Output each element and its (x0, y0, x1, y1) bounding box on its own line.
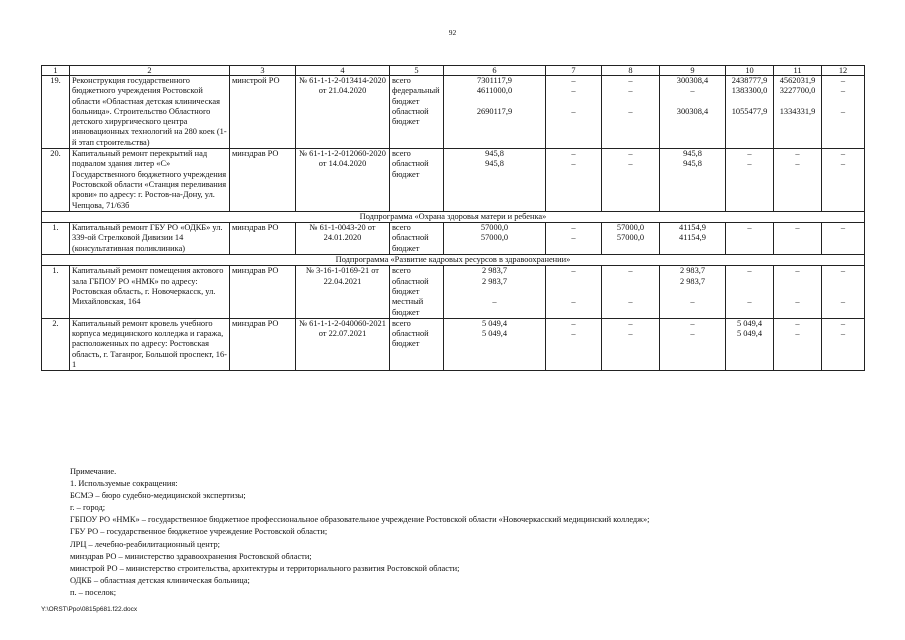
value-column-c9 (660, 318, 726, 370)
value-column-c8 (602, 149, 660, 212)
value-column-c6 (444, 318, 546, 370)
funding-source: областной бюджет (392, 329, 429, 349)
column-number: 4 (296, 66, 390, 76)
note-line: БСМЭ – бюро судебно-медицинской экспертизы; (70, 491, 246, 501)
subprogram-title: Подпрограмма «Охрана здоровья матери и ребенка» (42, 211, 865, 222)
note-line: минстрой РО – министерство строительства, архитектуры и территориального развития Ростовской области; (70, 563, 460, 573)
subprogram-row (42, 211, 865, 222)
responsible-org: минздрав РО (230, 223, 296, 255)
value-cell: – (628, 76, 633, 85)
value-cell: – (747, 266, 752, 276)
value-column-c10 (726, 149, 774, 212)
note-line: ЛРЦ – лечебно-реабилитационный центр; (70, 539, 220, 549)
funding-sources (390, 266, 444, 318)
value-cell: – (690, 329, 695, 339)
note-line: ГБПОУ РО «НМК» – государственное бюджетное профессиональное образовательное учреждение Ростовской области «Новочеркасский медицинский колледж»; (70, 515, 650, 525)
column-number: 12 (822, 66, 865, 76)
approval-document: № 61-1-1-2-012060-2020 от 14.04.2020 (296, 149, 390, 212)
value-cell: 945,8 (485, 159, 504, 169)
value-column-c8 (602, 223, 660, 255)
value-cell: – (571, 297, 576, 307)
value-cell (728, 277, 771, 298)
value-column-c7 (546, 149, 602, 212)
object-name: Капитальный ремонт помещения актового зала ГБПОУ РО «НМК» по адресу: Ростовская область, г. Новочеркасск, ул. Михайловская, 164 (70, 266, 230, 318)
value-cell: – (795, 318, 800, 328)
value-column-c12 (822, 149, 865, 212)
value-cell: – (571, 266, 576, 276)
approval-document: № 61-1-0043-20 от 24.01.2020 (296, 223, 390, 255)
value-cell: – (795, 266, 800, 276)
value-cell: – (628, 318, 633, 328)
value-cell: 1334331,9 (779, 106, 816, 116)
value-column-c10 (726, 266, 774, 318)
value-cell: 2 983,7 (481, 276, 508, 286)
value-cell: – (840, 297, 846, 307)
funding-sources (390, 223, 444, 255)
value-cell: 300308,4 (676, 76, 709, 85)
value-cell: 5 049,4 (736, 329, 763, 339)
value-cell: – (840, 266, 846, 276)
funding-source: областной бюджет (392, 159, 429, 179)
row-number: 19. (42, 76, 70, 149)
value-column-c11 (774, 149, 822, 212)
value-cell (548, 277, 599, 298)
responsible-org: минздрав РО (230, 318, 296, 370)
funding-source: всего (392, 223, 411, 233)
value-cell: – (690, 297, 695, 307)
value-cell: 2438777,9 (731, 76, 768, 85)
approval-document: № 3-16-1-0169-21 от 22.04.2021 (296, 266, 390, 318)
responsible-org: минздрав РО (230, 149, 296, 212)
funding-source: местный бюджет (392, 297, 424, 317)
value-cell: – (747, 223, 752, 233)
column-number: 11 (774, 66, 822, 76)
value-cell: – (747, 149, 752, 159)
funding-source: федеральный бюджет (392, 86, 440, 106)
value-cell: 7301117,9 (477, 76, 512, 85)
row-number: 20. (42, 149, 70, 212)
approval-document: № 61-1-1-2-040060-2021 от 22.07.2021 (296, 318, 390, 370)
value-cell: 2 983,7 (679, 266, 706, 276)
value-cell: – (840, 223, 846, 233)
value-column-c11 (774, 266, 822, 318)
column-number: 7 (546, 66, 602, 76)
value-cell: 57000,0 (616, 223, 645, 233)
value-column-c6 (444, 76, 546, 149)
value-cell: – (571, 233, 576, 243)
object-name: Реконструкция государственного бюджетного учреждения Ростовской области «Областная детская клиническая больница». Строительство Областного детского хирургического центра инновационных технологий на 280 коек (1-й этап строительства) (70, 76, 230, 149)
value-cell: – (795, 329, 800, 339)
value-column-c10 (726, 76, 774, 149)
value-cell: – (795, 159, 800, 169)
value-column-c6 (444, 266, 546, 318)
value-cell: 2690117,9 (476, 106, 513, 116)
responsible-org: минздрав РО (230, 266, 296, 318)
value-cell: – (795, 297, 800, 307)
column-number: 8 (602, 66, 660, 76)
value-column-c7 (546, 318, 602, 370)
table-row (42, 318, 865, 370)
value-cell: – (840, 318, 846, 328)
value-column-c10 (726, 318, 774, 370)
value-cell: – (840, 149, 846, 159)
value-cell: – (840, 86, 846, 96)
funding-source: всего (392, 149, 411, 159)
column-number: 3 (230, 66, 296, 76)
value-cell: – (628, 159, 633, 169)
object-name: Капитальный ремонт ГБУ РО «ОДКБ» ул. 339-ой Стрелковой Дивизии 14 (консультативная поликлиника) (70, 223, 230, 255)
value-column-c12 (822, 76, 865, 149)
value-cell: 3227700,0 (779, 86, 816, 96)
note-line: минздрав РО – министерство здравоохранения Ростовской области; (70, 551, 312, 561)
value-cell: – (571, 318, 576, 328)
funding-source: всего (392, 76, 411, 85)
value-column-c6 (444, 223, 546, 255)
value-cell: – (795, 223, 800, 233)
funding-source: областной бюджет (392, 106, 429, 127)
value-cell: 2 983,7 (679, 276, 706, 286)
value-cell: 2 983,7 (481, 266, 508, 276)
value-cell: – (571, 223, 576, 233)
value-cell: – (795, 149, 800, 159)
value-cell: – (840, 159, 846, 169)
value-cell: 4611000,0 (476, 86, 513, 96)
value-column-c11 (774, 223, 822, 255)
value-cell: – (628, 297, 633, 307)
funding-sources (390, 149, 444, 212)
value-column-c8 (602, 76, 660, 149)
value-column-c12 (822, 318, 865, 370)
approval-document: № 61-1-1-2-013414-2020 от 21.04.2020 (296, 76, 390, 149)
table-row (42, 76, 865, 149)
note-line: Примечание. (70, 467, 117, 476)
funding-source: областной бюджет (392, 276, 429, 296)
value-column-c7 (546, 76, 602, 149)
value-cell: – (571, 159, 576, 169)
value-cell: – (840, 329, 846, 339)
value-cell: 5 049,4 (736, 318, 763, 328)
page-number: 92 (448, 28, 457, 37)
value-cell: – (571, 76, 576, 85)
value-column-c7 (546, 223, 602, 255)
file-path-footer: Y:\ORST\Ppo\0815p681.f22.docx (41, 606, 138, 613)
funding-sources (390, 76, 444, 149)
column-number: 1 (42, 66, 70, 76)
value-cell: – (628, 149, 633, 159)
value-column-c8 (602, 266, 660, 318)
row-number: 2. (42, 318, 70, 370)
value-cell: 300308,4 (676, 106, 709, 116)
value-cell: 57000,0 (616, 233, 645, 243)
value-cell: 57000,0 (480, 223, 509, 233)
value-column-c11 (774, 76, 822, 149)
note-line: г. – город; (70, 503, 106, 513)
table-row (42, 266, 865, 318)
value-cell: – (840, 76, 846, 85)
value-cell (728, 233, 771, 254)
table-row (42, 223, 865, 255)
value-column-c6 (444, 149, 546, 212)
value-cell: – (747, 159, 752, 169)
value-cell: – (628, 329, 633, 339)
subprogram-title: Подпрограмма «Развитие кадровых ресурсов в здравоохранении» (42, 255, 865, 266)
row-number: 1. (42, 223, 70, 255)
value-cell (776, 277, 819, 298)
value-cell: – (492, 297, 497, 307)
value-column-c12 (822, 223, 865, 255)
note-line: ГБУ РО – государственное бюджетное учреждение Ростовской области; (70, 527, 328, 537)
value-cell: – (690, 318, 695, 328)
value-cell: 945,8 (683, 149, 702, 159)
value-cell (604, 277, 657, 298)
value-cell: 41154,9 (679, 233, 706, 243)
value-cell: – (747, 297, 752, 307)
value-cell: – (840, 106, 846, 116)
value-cell (824, 233, 862, 254)
value-column-c11 (774, 318, 822, 370)
value-column-c12 (822, 266, 865, 318)
value-column-c9 (660, 223, 726, 255)
row-number: 1. (42, 266, 70, 318)
value-cell: – (571, 86, 576, 96)
column-number: 10 (726, 66, 774, 76)
value-cell: – (628, 106, 633, 116)
value-cell: – (690, 86, 695, 96)
subprogram-row (42, 255, 865, 266)
value-column-c9 (660, 149, 726, 212)
value-cell (776, 233, 819, 254)
column-number: 6 (444, 66, 546, 76)
column-number: 2 (70, 66, 230, 76)
value-cell: 57000,0 (480, 233, 509, 243)
funding-sources (390, 318, 444, 370)
value-cell (824, 277, 862, 298)
value-column-c10 (726, 223, 774, 255)
value-cell: – (571, 149, 576, 159)
value-cell: 1055477,9 (731, 106, 768, 116)
expenditure-table (41, 65, 865, 371)
value-column-c9 (660, 76, 726, 149)
object-name: Капитальный ремонт перекрытий над подвалом здания литер «С» Государственного бюджетного учреждения Ростовской области «Станция переливания крови» по адресу: г. Ростов-на-Дону, ул. Чепцова, 71/63б (70, 149, 230, 212)
value-cell: 945,8 (683, 159, 702, 169)
column-number: 5 (390, 66, 444, 76)
value-cell: 5 049,4 (481, 329, 508, 339)
value-cell: – (628, 266, 633, 276)
funding-source: областной бюджет (392, 233, 429, 253)
notes-section (70, 466, 870, 599)
column-number: 9 (660, 66, 726, 76)
object-name: Капитальный ремонт кровель учебного корпуса медицинского колледжа и гаража, расположенных по адресу: Ростовская область, г. Таганрог, Большой проспект, 16-1 (70, 318, 230, 370)
value-cell: 1383300,0 (731, 86, 768, 96)
value-cell: 41154,9 (679, 223, 706, 233)
column-number-row (42, 66, 865, 76)
value-column-c7 (546, 266, 602, 318)
value-cell: – (628, 86, 633, 96)
value-column-c9 (660, 266, 726, 318)
funding-source: всего (392, 266, 411, 276)
value-cell: – (571, 106, 576, 116)
value-cell: – (571, 329, 576, 339)
value-cell: 945,8 (485, 149, 504, 159)
note-line: ОДКБ – областная детская клиническая больница; (70, 575, 250, 585)
note-line: 1. Используемые сокращения: (70, 479, 178, 489)
table-row (42, 149, 865, 212)
note-line: п. – поселок; (70, 587, 117, 597)
funding-source: всего (392, 318, 411, 328)
value-cell: 4562031,9 (779, 76, 816, 85)
value-column-c8 (602, 318, 660, 370)
responsible-org: минстрой РО (230, 76, 296, 149)
value-cell: 5 049,4 (481, 318, 508, 328)
